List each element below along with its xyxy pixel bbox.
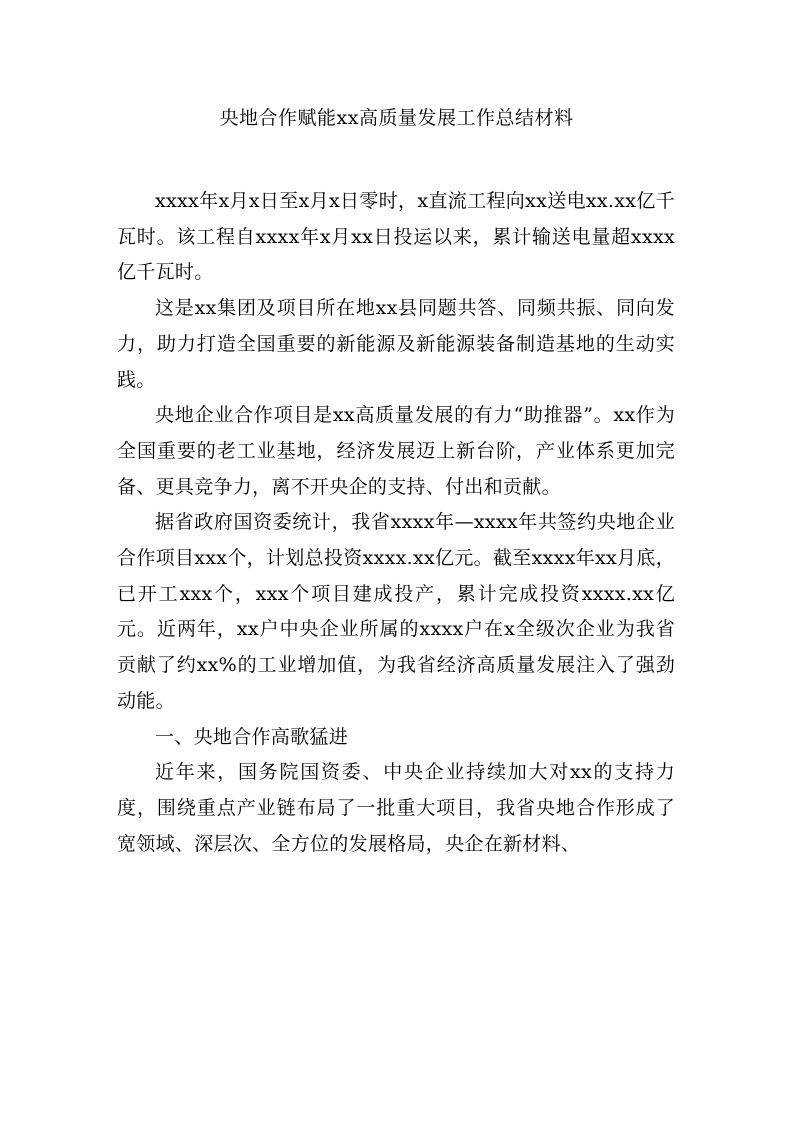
document-body [117,184,675,862]
document-title: 央地合作赋能xx高质量发展工作总结材料 [219,107,574,129]
paragraph-section-1: 近年来，国务院国资委、中央企业持续加大对xx的支持力度，围绕重点产业链布局了一批重大项目，我省央地合作形成了宽领域、深层次、全方位的发展格局，央企在新材料、 [117,761,675,855]
paragraph-practice: 这是xx集团及项目所在地xx县同题共答、同频共振、同向发力，助力打造全国重要的新能源及新能源装备制造基地的生动实践。 [117,297,675,391]
paragraph-power-transmission: xxxx年x月x日至x月x日零时，x直流工程向xx送电xx.xx亿千瓦时。该工程自xxxx年x月xx日投运以来，累计输送电量超xxxx亿千瓦时。 [117,190,675,284]
paragraph-booster: 央地企业合作项目是xx高质量发展的有力“助推器”。xx作为全国重要的老工业基地，经济发展迈上新台阶，产业体系更加完备、更具竞争力，离不开央企的支持、付出和贡献。 [117,404,675,498]
section-heading-1: 一、央地合作高歌猛进 [155,725,349,748]
paragraph-statistics: 据省政府国资委统计，我省xxxx年—xxxx年共签约央地企业合作项目xxx个，计划总投资xxxx.xx亿元。截至xxxx年xx月底，已开工xxx个，xxx个项目建成投产，累计完成投资xxxx.xx亿元。近两年，xx户中央企业所属的xxxx户在x全级次企业为我省贡献了约xx%的工业增加值，为我省经济高质量发展注入了强劲动能。 [117,511,675,712]
